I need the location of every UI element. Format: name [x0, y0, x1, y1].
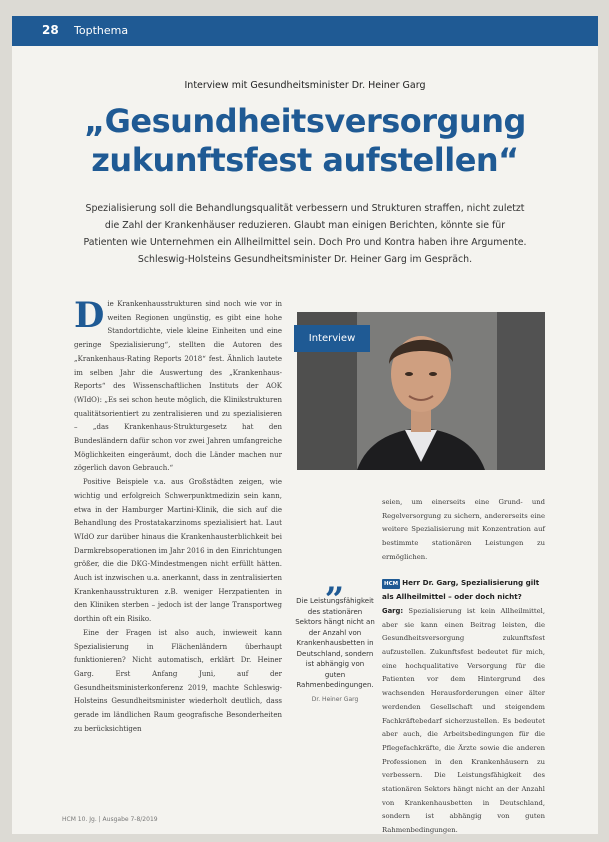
- body-paragraph-4: seien, um einerseits eine Grund- und Regelversorgung zu sichern, andererseits eine weitere Spezialisierung mit Konzentration auf bestimmte stationären Leistungen zu ermöglichen.: [382, 498, 545, 561]
- page-number: 28: [42, 23, 59, 37]
- headline-line-2: zukunftsfest aufstellen“: [91, 141, 519, 179]
- body-paragraph-3: Eine der Fragen ist also auch, inwieweit kann Spezialisierung in Flächenländern überhaupt funktionieren? Nicht automatisch, erklärt Dr. Heiner Garg. Erst Anfang Juni, auf der Gesundheitsministerkonferenz 2019, machte Schleswig-Holsteins Gesundheitsminister wiederholt deutlich, dass gerade im ländlichen Raum geografische Besonderheiten zu berücksichtigen: [74, 628, 282, 733]
- pull-quote-text: Die Leistungsfähigkeit des stationären Sektors hängt nicht an der Anzahl von Krankenhausbetten in Deutschland, sondern ist abhängig von guten Rahmenbedingungen.: [295, 597, 375, 689]
- interview-tag: Interview: [294, 325, 370, 352]
- body-paragraph-1: [74, 295, 282, 476]
- magazine-page: [12, 16, 598, 834]
- headline-line-1: „Gesundheitsversorgung: [84, 102, 526, 140]
- article-lead: Spezialisierung soll die Behandlungsqualität verbessern und Strukturen straffen, nicht zuletzt die Zahl der Krankenhäuser reduzieren. Glaubt man einigen Berichten, könnte sie für Patienten wie Unternehmen ein Allheilmittel sein. Doch Pro und Kontra haben ihre Argumente. Schleswig-Holsteins Gesundheitsminister Dr. Heiner Garg im Gespräch.: [83, 203, 527, 265]
- question-badge: HCM: [384, 580, 399, 587]
- page-footer: HCM 10. Jg. | Ausgabe 7-8/2019: [62, 816, 158, 823]
- body-column-3: [382, 496, 545, 834]
- article-kicker: Interview mit Gesundheitsminister Dr. Heiner Garg: [184, 80, 426, 91]
- body-column-1: [74, 295, 282, 737]
- answer-text: Spezialisierung ist kein Allheilmittel, aber sie kann einen Beitrag leisten, die Gesundheitsversorgung zukunftsfest aufzustellen. Zukunftsfest bedeutet für mich, eine hochqualitative Versorgung für die Patienten vor dem Hintergrund des wachsenden Herausforderungen einer älter werdenden Gesellschaft und steigendem Fachkräftebedarf sicherzustellen. Es bedeutet aber auch, die Arbeitsbedingungen für die Pflegefachkräfte, die Ärzte sowie die anderen Professionen in den Krankenhäusern zu verbessern. Die Leistungsfähigkeit des stationären Sektors hängt nicht an der Anzahl von Krankenhausbetten in Deutschland, sondern ist abhängig von guten Rahmenbedingungen.: [382, 606, 546, 834]
- quote-mark-icon: „: [325, 561, 345, 601]
- interview-question: [382, 576, 545, 605]
- pull-quote-attribution: Dr. Heiner Garg: [311, 695, 359, 703]
- interview-answer: [382, 605, 545, 834]
- body-paragraph-1-text: ie Krankenhausstrukturen sind noch wie vor in weiten Regionen ungünstig, es gibt eine hohe Standortdichte, viele kleine Einheiten und eine geringe Spezialisierung“, stellten die Autoren des „Krankenhaus-Rating Reports 2018“ fest. Ähnlich lautete im selben Jahr die Auswertung des „Krankenhaus-Reports“ des Wissenschaftlichen Instituts der AOK (WIdO): „Es sei schon heute möglich, die Klinikstrukturen qualitätsorientiert zu zentralisieren und zu spezialisieren – „das Krankenhaus-Strukturgesetz hat den Bundesländern dafür schon vor zwei Jahren umfangreiche Möglichkeiten eingeräumt, doch die Länder machen nur zögerlich davon Gebrauch.“: [74, 300, 282, 473]
- pull-quote: [295, 561, 375, 703]
- question-text: Herr Dr. Garg, Spezialisierung gilt als Allheilmittel – oder doch nicht?: [382, 577, 540, 602]
- section-header-bar: [12, 16, 598, 46]
- drop-cap: D: [74, 295, 105, 336]
- answer-speaker: Garg:: [382, 606, 404, 615]
- article-headline: [32, 102, 578, 180]
- body-paragraph-2: Positive Beispiele v.a. aus Großstädten zeigen, wie wichtig und erfolgreich Schwerpunktmedizin sein kann, etwa in der Hamburger Martini-Klinik, die sich auf die Behandlung des Prostatakarzinoms spezialisiert hat. Laut WIdO zur darüber hinaus die Krankenhausterblichkeit bei Darmkrebsoperationen im Jahr 2016 in den Einrichtungen größer, die die DKG-Mindestmengen nicht erfüllt hätten. Auch ist inzwischen u.a. anerkannt, dass in zentralisierten Krankenhausstrukturen z.B. weniger Herzpatienten in den Kliniken sterben – jedoch ist der lange Transportweg dorthin oft ein Risiko.: [74, 478, 282, 624]
- section-title: Topthema: [74, 24, 129, 37]
